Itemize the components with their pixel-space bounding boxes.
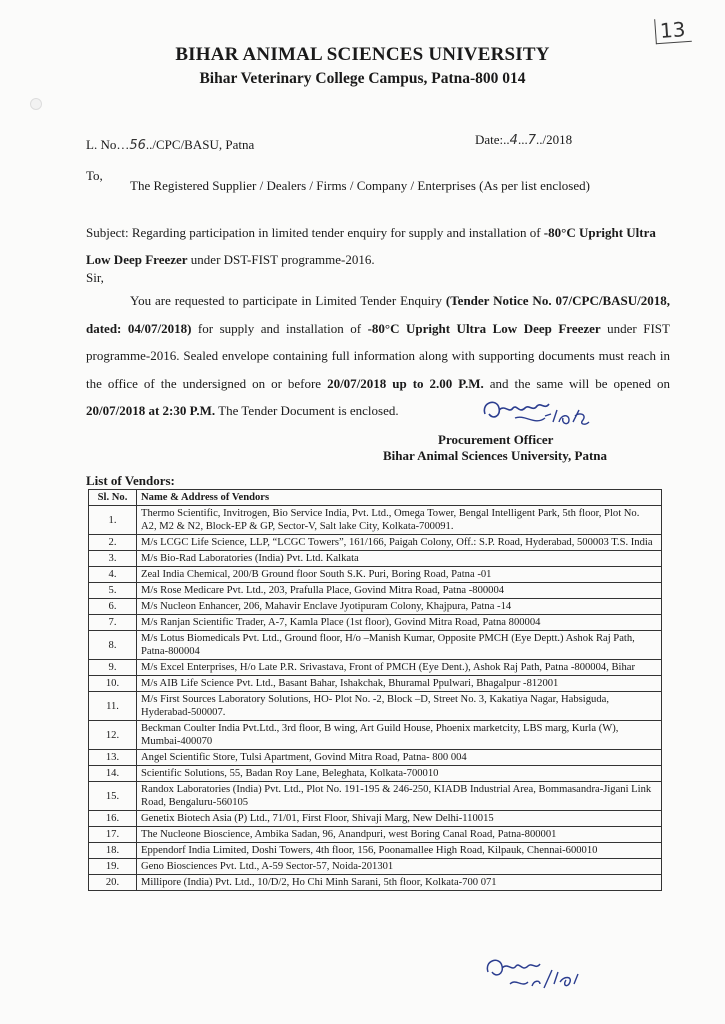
table-row bbox=[89, 506, 662, 535]
body-text-7: and the same will be opened on bbox=[483, 375, 671, 391]
vendor-name-address: Thermo Scientific, Invitrogen, Bio Service India, Pvt. Ltd., Omega Tower, Bengal Intelligent Park, 5th floor, Plot No. A2, M2 & N2, Block-EP & GP, Sector-V, Salt lake City, Kolkata-700091. bbox=[137, 506, 662, 535]
page-number: 13 bbox=[654, 17, 692, 44]
table-row bbox=[89, 535, 662, 551]
vendor-sl-no: 10. bbox=[89, 676, 137, 692]
ref-prefix: L. No… bbox=[86, 137, 130, 152]
letter-date bbox=[475, 132, 572, 148]
vendor-sl-no: 9. bbox=[89, 660, 137, 676]
vendor-sl-no: 2. bbox=[89, 535, 137, 551]
table-row bbox=[89, 750, 662, 766]
table-row bbox=[89, 843, 662, 859]
vendor-sl-no: 3. bbox=[89, 551, 137, 567]
vendor-name-address: M/s Ranjan Scientific Trader, A-7, Kamla Place (1st floor), Govind Mitra Road, Patna 800004 bbox=[137, 615, 662, 631]
date-prefix: Date:.. bbox=[475, 132, 510, 147]
date-sep: ... bbox=[517, 132, 528, 147]
table-row bbox=[89, 782, 662, 811]
vendor-name-address: M/s Rose Medicare Pvt. Ltd., 203, Prafulla Place, Govind Mitra Road, Patna -800004 bbox=[137, 583, 662, 599]
date-month: 7 bbox=[527, 133, 536, 148]
vendor-sl-no: 18. bbox=[89, 843, 137, 859]
table-row bbox=[89, 692, 662, 721]
vendor-name-address: M/s First Sources Laboratory Solutions, HO- Plot No. -2, Block –D, Street No. 3, Kakatiya Nagar, Habsiguda, Hyderabad-500007. bbox=[137, 692, 662, 721]
date-day: 4 bbox=[509, 133, 518, 148]
body-text-1: You are requested to participate in Limited Tender Enquiry bbox=[130, 293, 446, 308]
vendor-sl-no: 4. bbox=[89, 567, 137, 583]
signature-mark bbox=[475, 392, 595, 430]
body-text-9: The Tender Document is enclosed. bbox=[215, 403, 399, 418]
to-line: To, bbox=[86, 168, 103, 183]
table-row bbox=[89, 660, 662, 676]
vendor-name-address: Beckman Coulter India Pvt.Ltd., 3rd floor, B wing, Art Guild House, Phoenix marketcity, LBS marg, Kurla (W), Mumbai-400070 bbox=[137, 721, 662, 750]
vendor-name-address: The Nucleone Bioscience, Ambika Sadan, 96, Anandpuri, west Boring Canal Road, Patna-800001 bbox=[137, 827, 662, 843]
subject-item: -80°C Upright Ultra Low Deep Freezer bbox=[86, 225, 656, 267]
submission-deadline: 20/07/2018 up to 2.00 P.M. bbox=[327, 375, 484, 391]
vendor-sl-no: 16. bbox=[89, 811, 137, 827]
signatory-organisation: Bihar Animal Sciences University, Patna bbox=[383, 448, 608, 463]
vendor-name-address: Genetix Biotech Asia (P) Ltd., 71/01, First Floor, Shivaji Marg, New Delhi-110015 bbox=[137, 811, 662, 827]
date-suffix: ../2018 bbox=[535, 132, 573, 147]
vendor-name-address: Randox Laboratories (India) Pvt. Ltd., Plot No. 191-195 & 246-250, KIADB Industrial Area, Bommasandra-Jigani Link Road, Bengaluru-560105 bbox=[137, 782, 662, 811]
table-header-row bbox=[89, 490, 662, 506]
ref-number: 56 bbox=[129, 138, 146, 153]
vendor-name-address: Eppendorf India Limited, Doshi Towers, 4th floor, 156, Poonamallee High Road, Kilpauk, Chennai-600010 bbox=[137, 843, 662, 859]
opening-datetime: 20/07/2018 at 2:30 P.M. bbox=[86, 403, 216, 418]
vendor-name-address: Angel Scientific Store, Tulsi Apartment, Govind Mitra Road, Patna- 800 004 bbox=[137, 750, 662, 766]
vendor-sl-no: 5. bbox=[89, 583, 137, 599]
vendor-sl-no: 17. bbox=[89, 827, 137, 843]
vendor-name-address: M/s Lotus Biomedicals Pvt. Ltd., Ground floor, H/o –Manish Kumar, Opposite PMCH (Eye Deptt.) Ashok Raj Path, Patna-800004 bbox=[137, 631, 662, 660]
table-row bbox=[89, 631, 662, 660]
column-header-sl: Sl. No. bbox=[89, 490, 137, 506]
vendor-sl-no: 19. bbox=[89, 859, 137, 875]
vendor-name-address: Geno Biosciences Pvt. Ltd., A-59 Sector-57, Noida-201301 bbox=[137, 859, 662, 875]
vendor-name-address: M/s Bio-Rad Laboratories (India) Pvt. Ltd. Kalkata bbox=[137, 551, 662, 567]
vendor-sl-no: 11. bbox=[89, 692, 137, 721]
vendor-table bbox=[88, 489, 662, 891]
column-header-name: Name & Address of Vendors bbox=[137, 490, 662, 506]
vendor-sl-no: 7. bbox=[89, 615, 137, 631]
table-row bbox=[89, 766, 662, 782]
table-row bbox=[89, 827, 662, 843]
vendor-sl-no: 15. bbox=[89, 782, 137, 811]
vendor-sl-no: 8. bbox=[89, 631, 137, 660]
vendor-name-address: Millipore (India) Pvt. Ltd., 10/D/2, Ho Chi Minh Sarani, 5th floor, Kolkata-700 071 bbox=[137, 875, 662, 891]
vendor-sl-no: 6. bbox=[89, 599, 137, 615]
hole-punch-mark bbox=[30, 98, 42, 110]
table-row bbox=[89, 721, 662, 750]
table-row bbox=[89, 567, 662, 583]
table-row bbox=[89, 583, 662, 599]
table-row bbox=[89, 615, 662, 631]
university-title: BIHAR ANIMAL SCIENCES UNIVERSITY bbox=[175, 44, 550, 65]
vendor-name-address: M/s Excel Enterprises, H/o Late P.R. Srivastava, Front of PMCH (Eye Dent.), Ashok Raj Path, Patna -800004, Bihar bbox=[137, 660, 662, 676]
table-row bbox=[89, 859, 662, 875]
vendor-sl-no: 1. bbox=[89, 506, 137, 535]
table-row bbox=[89, 599, 662, 615]
initials-mark bbox=[480, 952, 590, 992]
vendor-table-body bbox=[89, 506, 662, 891]
vendor-name-address: M/s LCGC Life Science, LLP, “LCGC Towers”, 161/166, Paigah Colony, Off.: S.P. Road, Hyderabad, 500003 T.S. India bbox=[137, 535, 662, 551]
campus-subtitle: Bihar Veterinary College Campus, Patna-800 014 bbox=[199, 70, 526, 87]
body-item: -80°C Upright Ultra Low Deep Freezer bbox=[367, 320, 601, 336]
salutation: Sir, bbox=[86, 270, 104, 285]
vendor-sl-no: 14. bbox=[89, 766, 137, 782]
vendor-name-address: M/s AIB Life Science Pvt. Ltd., Basant Bahar, Ishakchak, Bhuramal Ppulwari, Bhagalpur -812001 bbox=[137, 676, 662, 692]
body-text-5: under FIST programme-2016. Sealed envelope containing full information along with supporting documents must reach in the office of the undersigned on or before bbox=[86, 320, 670, 391]
vendor-name-address: Scientific Solutions, 55, Badan Roy Lane, Beleghata, Kolkata-700010 bbox=[137, 766, 662, 782]
vendor-name-address: M/s Nucleon Enhancer, 206, Mahavir Enclave Jyotipuram Colony, Khajpura, Patna -14 bbox=[137, 599, 662, 615]
vendor-name-address: Zeal India Chemical, 200/B Ground floor South S.K. Puri, Boring Road, Patna -01 bbox=[137, 567, 662, 583]
vendor-sl-no: 13. bbox=[89, 750, 137, 766]
vendor-sl-no: 20. bbox=[89, 875, 137, 891]
letter-reference bbox=[86, 137, 254, 153]
table-row bbox=[89, 875, 662, 891]
table-row bbox=[89, 676, 662, 692]
table-row bbox=[89, 811, 662, 827]
signatory-designation: Procurement Officer bbox=[438, 432, 554, 447]
ref-suffix: ../CPC/BASU, Patna bbox=[145, 137, 255, 152]
subject-text-a: Subject: Regarding participation in limited tender enquiry for supply and installation of bbox=[86, 225, 544, 240]
vendor-list-label: List of Vendors: bbox=[86, 473, 175, 488]
table-row bbox=[89, 551, 662, 567]
tender-notice-ref: (Tender Notice No. 07/CPC/BASU/2018, dated: 04/07/2018) bbox=[86, 293, 670, 336]
recipient-line: The Registered Supplier / Dealers / Firms / Company / Enterprises (As per list enclosed) bbox=[130, 178, 590, 193]
subject-paragraph bbox=[86, 219, 670, 273]
subject-text-c: under DST-FIST programme-2016. bbox=[187, 252, 375, 267]
vendor-sl-no: 12. bbox=[89, 721, 137, 750]
body-text-3: for supply and installation of bbox=[191, 320, 368, 336]
